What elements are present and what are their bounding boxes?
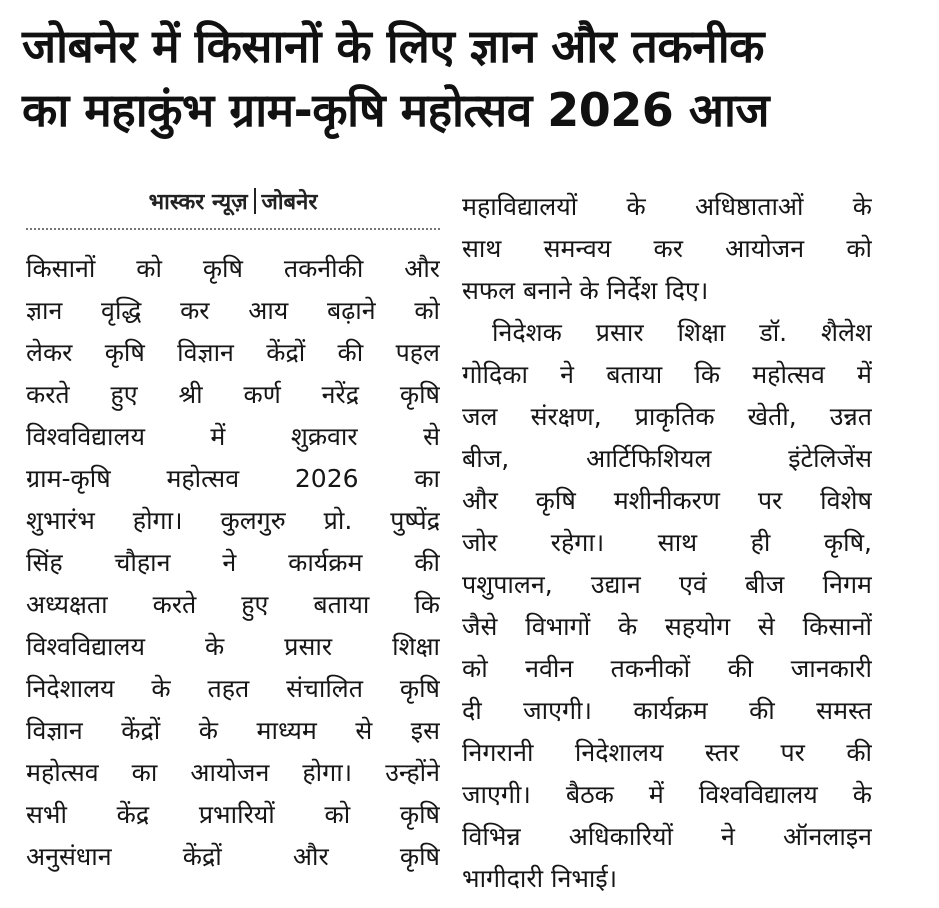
- text-line: विश्वविद्यालय में शुक्रवार से: [26, 422, 440, 451]
- text-line: लेकर कृषि विज्ञान केंद्रों की पहल: [26, 338, 440, 367]
- text-line: विश्वविद्यालय के प्रसार शिक्षा: [26, 632, 440, 661]
- text-line: दी जाएगी। कार्यक्रम की समस्त: [462, 696, 872, 725]
- text-line: किसानों को कृषि तकनीकी और: [26, 254, 440, 283]
- text-line: महाविद्यालयों के अधिष्ठाताओं के: [462, 192, 872, 221]
- text-line: जाएगी। बैठक में विश्वविद्यालय के: [462, 780, 872, 809]
- text-line: निदेशालय के तहत संचालित कृषि: [26, 674, 440, 703]
- body-paragraph: [26, 248, 440, 878]
- text-line: करते हुए श्री कर्ण नरेंद्र कृषि: [26, 380, 440, 409]
- text-line: निगरानी निदेशालय स्तर पर की: [462, 738, 872, 767]
- text-line: गोदिका ने बताया कि महोत्सव में: [462, 360, 872, 389]
- text-line: जैसे विभागों के सहयोग से किसानों: [462, 612, 872, 641]
- text-line: जोर रहेगा। साथ ही कृषि,: [462, 528, 872, 557]
- headline-line: का महाकुंभ ग्राम-कृषि महोत्सव 2026 आज: [22, 83, 769, 137]
- body-paragraph: [462, 312, 872, 900]
- dotted-divider: [26, 228, 440, 230]
- text-line: पशुपालन, उद्यान एवं बीज निगम: [462, 570, 872, 599]
- text-line: ज्ञान वृद्धि कर आय बढ़ाने को: [26, 296, 440, 325]
- text-line: विज्ञान केंद्रों के माध्यम से इस: [26, 716, 440, 745]
- text-line: सिंह चौहान ने कार्यक्रम की: [26, 548, 440, 577]
- text-line: भागीदारी निभाई।: [462, 864, 618, 893]
- text-line: अध्यक्षता करते हुए बताया कि: [26, 590, 440, 619]
- headline-line: जोबनेर में किसानों के लिए ज्ञान और तकनीक: [22, 19, 764, 73]
- byline-separator: [254, 188, 256, 214]
- byline-source: भास्कर न्यूज़: [148, 190, 248, 215]
- body-paragraph: [462, 186, 872, 312]
- byline: [26, 186, 440, 222]
- text-line: बीज, आर्टिफिशियल इंटेलिजेंस: [462, 444, 872, 473]
- text-line: और कृषि मशीनीकरण पर विशेष: [462, 486, 872, 515]
- text-line: को नवीन तकनीकों की जानकारी: [462, 654, 872, 683]
- text-line: अनुसंधान केंद्रों और कृषि: [26, 842, 440, 871]
- text-line: विभिन्न अधिकारियों ने ऑनलाइन: [462, 822, 872, 851]
- text-line: निदेशक प्रसार शिक्षा डॉ. शैलेश: [492, 318, 872, 347]
- text-line: शुभारंभ होगा। कुलगुरु प्रो. पुष्पेंद्र: [26, 506, 440, 535]
- text-line: सभी केंद्र प्रभारियों को कृषि: [26, 800, 440, 829]
- text-line: जल संरक्षण, प्राकृतिक खेती, उन्नत: [462, 402, 872, 431]
- byline-place: जोबनेर: [261, 190, 318, 215]
- headline: [22, 14, 922, 142]
- text-line: सफल बनाने के निर्देश दिए।: [462, 276, 709, 305]
- text-line: ग्राम-कृषि महोत्सव 2026 का: [26, 464, 440, 493]
- text-line: महोत्सव का आयोजन होगा। उन्होंने: [26, 758, 440, 787]
- text-line: साथ समन्वय कर आयोजन को: [462, 234, 872, 263]
- left-column: [26, 186, 440, 878]
- right-column: [462, 186, 872, 900]
